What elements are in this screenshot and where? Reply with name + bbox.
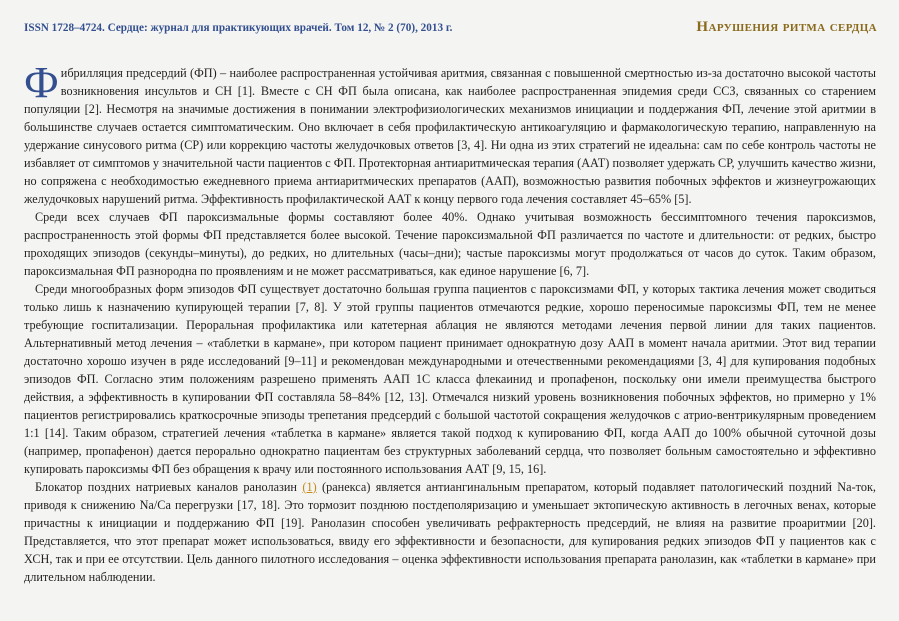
paragraph-4 <box>24 478 876 586</box>
article-body <box>24 58 876 586</box>
paragraph-3: Среди многообразных форм эпизодов ФП существует достаточно большая группа пациентов с пароксизмами ФП, у которых тактика лечения может сводиться только лишь к назначению купирующей терапии [7, 8]. У этой группы пациентов отмечаются редкие, хорошо переносимые пароксизмы ФП, тем не менее требующие госпитализации. Пероральная профилактика или катетерная аблация не являются методами лечения первой линии для таких пациентов. Альтернативный метод лечения – «таблетки в кармане», при котором пациент принимает однократную дозу ААП в момент начала аритмии. Этот вид терапии достаточно хорошо изучен в ряде исследований [9–11] и рекомендован международными и отечественными рекомендациями [3, 4] для купирования подобных эпизодов ФП. Согласно этим положениям разрешено применять ААП 1С класса флекаинид и пропафенон, поскольку они имели преимущества быстрого действия, а эффективность в купировании ФП составляла 58–84% [12, 13]. Отмечался низкий уровень возникновения побочных эффектов, но примерно у 1% пациентов регистрировались краткосрочные эпизоды трепетания предсердий с большой частотой сокращения желудочков с атрио-вентрикулярным проведением 1:1 [14]. Таким образом, стратегией лечения «таблетка в кармане» является такой подход к купированию ФП, когда ААП до 100% обычной суточной дозы (например, пропафенон) дается перорально однократно пациентам без структурных заболеваний сердца, что позволяет больным самостоятельно и эффективно купировать пароксизмы ФП без обращения к врачу или постоянного использования ААТ [9, 15, 16]. <box>24 282 876 476</box>
paragraph-4-text-end: (ранекса) является антиангинальным препаратом, который подавляет патологический поздний Na-ток, приводя к снижению Na/Ca перегрузки [17, 18]. Это тормозит позднюю постдеполяризацию и уменьшает эктопическую активность в легочных венах, которые причастны к инициации и поддержанию ФП [19]. Ранолазин способен увеличивать рефрактерность предсердий, не влияя на развитие проаритмии [20]. Представляется, что этот препарат может использоваться, ввиду его эффективности и безопасности, для купирования редких эпизодов ФП у пациентов как с ХСН, так и при ее отсутствии. Цель данного пилотного исследования – оценка эффективности использования препарата ранолазин, как «таблетки в кармане» при длительном наблюдении. <box>24 480 876 584</box>
paragraph-4-text-start: Блокатор поздних натриевых каналов ранолазин <box>35 480 303 494</box>
formula-reference-link[interactable]: (1) <box>302 480 317 494</box>
page-header <box>24 19 877 41</box>
paragraph-1 <box>24 58 876 208</box>
journal-citation: ISSN 1728–4724. Сердце: журнал для практикующих врачей. Том 12, № 2 (70), 2013 г. <box>24 22 453 34</box>
paragraph-2: Среди всех случаев ФП пароксизмальные формы составляют более 40%. Однако учитывая возможность бессимптомного течения пароксизмов, распространенность этой формы ФП представляется более высокой. Течение пароксизмальной ФП различается по частоте и длительности: от редких, быстро проходящих эпизодов (секунды–минуты), до редких, но длительных (часы–дни); частые пароксизмы могут продолжаться от часов до суток. Таким образом, пароксизмальная ФП разнородна по проявлениям и не может рассматриваться, как единое нарушение [6, 7]. <box>24 210 876 278</box>
section-title: Нарушения ритма сердца <box>696 19 877 35</box>
drop-cap: Ф <box>24 58 59 107</box>
paragraph-1-text: ибрилляция предсердий (ФП) – наиболее распространенная устойчивая аритмия, связанная с повышенной смертностью из-за достаточно высокой частоты возникновения инсультов и СН [1]. Вместе с СН ФП была описана, как наиболее распространенная эпидемия среди ССЗ, связанных со старением популяции [2]. Несмотря на значимые достижения в понимании электрофизиологических механизмов инициации и поддержания ФП, лечение этой аритмии в большинстве случаев остается симптоматическим. Оно включает в себя профилактическую антикоагуляцию и фармакологическую терапию, направленную на удержание синусового ритма (СР) или коррекцию частоты желудочковых ответов [3, 4]. Ни одна из этих стратегий не идеальна: сам по себе контроль частоты не избавляет от симптомов у значительной части пациентов с ФП. Протекторная антиаритмическая терапия (ААТ) позволяет удержать СР, улучшить качество жизни, но сопряжена с необходимостью ежедневного приема антиаритмических препаратов (ААП), возможностью развития побочных эффектов и жизнеугрожающих желудочковых нарушений ритма. Эффективность профилактической ААТ к концу первого года лечения составляет 45–65% [5]. <box>24 66 876 206</box>
